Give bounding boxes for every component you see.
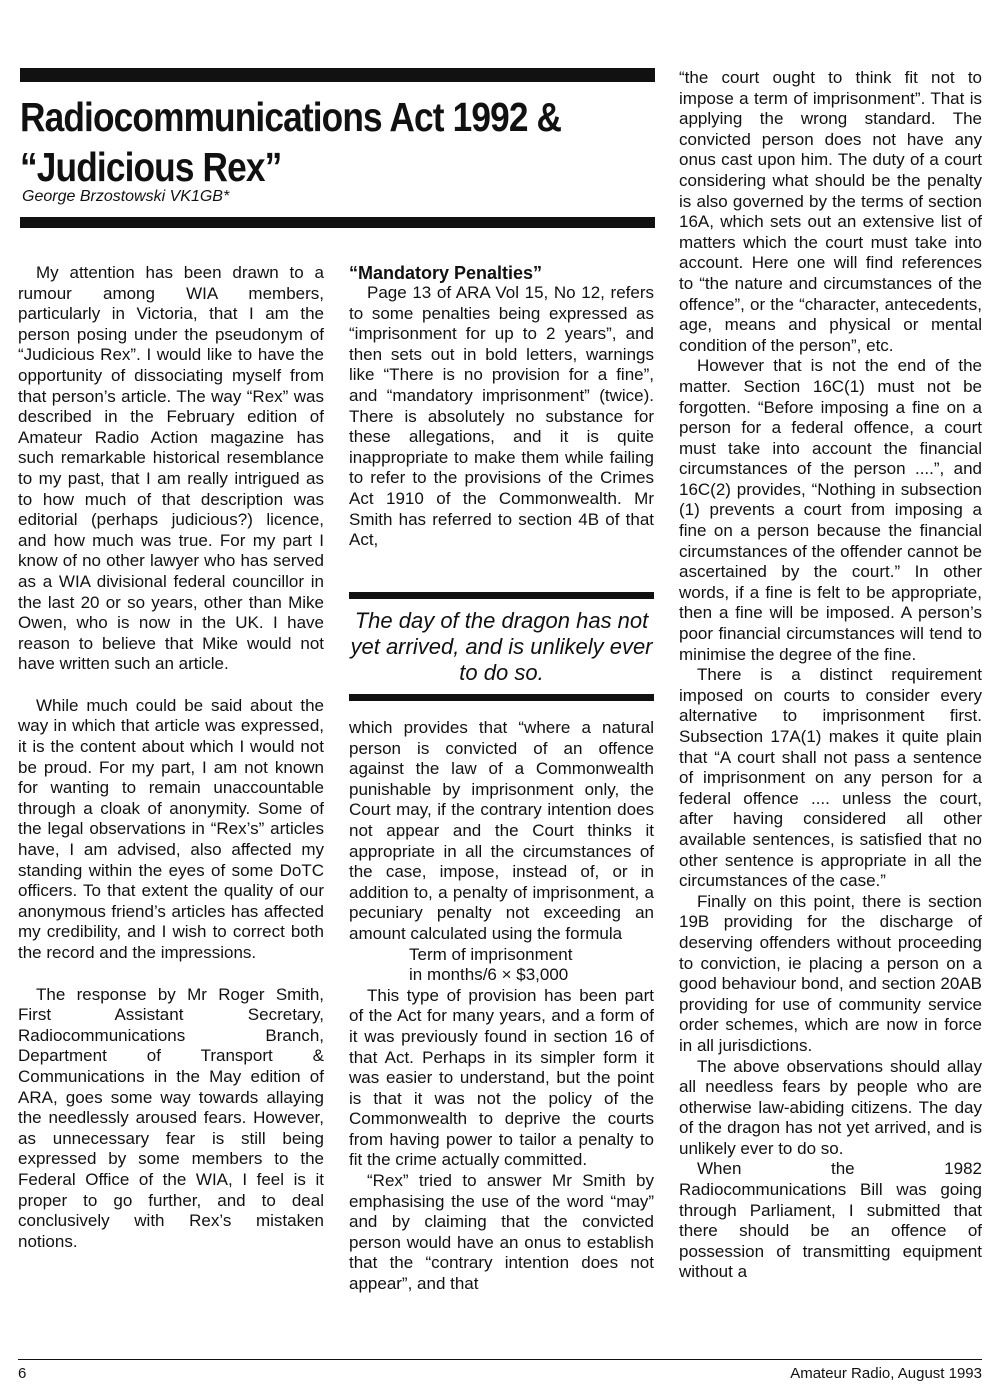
pull-quote: The day of the dragon has not yet arrived, and is unlikely ever to do so. (350, 608, 653, 685)
paragraph: My attention has been drawn to a rumour among WIA members, particularly in Victoria, that I am the person posing under the pseudonym of “Judicious Rex”. I would like to have the opportunity of dissociating myself from that person’s article. The way “Rex” was described in the February edition of Amateur Radio Action magazine has such remarkable historical resemblance to my past, that I am really intrigued as to how much of that description was editorial (perhaps judicious?) licence, and how much was true. For my part I know of no other lawyer who has served as a WIA divisional federal councillor in the last 20 or so years, other than Mike Owen, who is now in the UK. I have reason to believe that Mike would not have written such an article. (18, 263, 324, 674)
formula-line: in months/6 × $3,000 (409, 965, 569, 985)
paragraph: “the court ought to think fit not to impose a term of imprisonment”. That is applying the wrong standard. The convicted person does not have any onus cast upon him. The duty of a court considering what should be the penalty is also governed by the terms of section 16A, which sets out an extensive list of matters which the court must take into account. Here one will find references to “the nature and circumstances of the offence”, or the “character, antecedents, age, means and physical or mental condition of the person”, etc. (679, 68, 982, 355)
paragraph: “Rex” tried to answer Mr Smith by emphasising the use of the word “may” and by claiming that the convicted person would have an onus to establish that the “contrary intention does not appear”, and that (349, 1171, 654, 1294)
paragraph: However that is not the end of the matter. Section 16C(1) must not be forgotten. “Before imposing a fine on a person for a federal offence, a court must take into account the financial circumstances of the person ....”, and 16C(2) provides, “Nothing in subsection (1) prevents a court from imposing a fine on a person because the financial circumstances of the offender cannot be ascertained by the court.” In other words, if a fine is felt to be appropriate, then a fine will be imposed. A person’s poor financial circumstances will tend to minimise the degree of the fine. (679, 356, 982, 664)
paragraph: which provides that “where a natural person is convicted of an offence against the law of a Commonwealth punishable by imprisonment only, the Court may, if the contrary intention does not appear and the Court thinks it appropriate in all the circumstances of the case, impose, instead of, or in addition to, a penalty of imprisonment, a pecuniary penalty not exceeding an amount calculated using the formula (349, 718, 654, 943)
paragraph: While much could be said about the way in which that article was expressed, it is the content about which I would not be proud. For my part, I am not known for wanting to remain unaccountable through a cloak of anonymity. Some of the legal observations in “Rex’s” articles have, I am advised, also affected my standing within the eyes of some DoTC officers. To that extent the quality of our anonymous friend’s articles has affected my credibility, and I wish to correct both the record and the impressions. (18, 695, 324, 962)
pull-quote-top-rule (349, 592, 654, 599)
page-number: 6 (18, 1365, 27, 1382)
formula-line: Term of imprisonment (409, 944, 573, 964)
publication-issue: Amateur Radio, August 1993 (790, 1365, 982, 1382)
section-subhead: “Mandatory Penalties” (349, 263, 543, 283)
paragraph: This type of provision has been part of the Act for many years, and a form of it was previously found in section 16 of that Act. Perhaps in its simpler form it was easier to understand, but the point is that it was not the policy of the Commonwealth to deprive the courts from having power to tailor a penalty to fit the crime actually committed. (349, 985, 654, 1170)
top-rule (20, 68, 655, 82)
column-2-top (349, 263, 654, 551)
paragraph: When the 1982 Radiocommunications Bill was going through Parliament, I submitted that there should be an offence of possession of transmitting equipment without a (679, 1159, 982, 1282)
header-rule (20, 217, 655, 228)
footer-rule (18, 1359, 982, 1360)
column-1 (18, 263, 324, 1252)
paragraph: The response by Mr Roger Smith, First Assistant Secretary, Radiocommunications Branch, Department of Transport & Communications in the May edition of ARA, goes some way towards allaying the needlessly aroused fears. However, as unnecessary fear is still being expressed by some members to the Federal Office of the WIA, I feel is it proper to go further, and to deal conclusively with Rex’s mistaken notions. (18, 984, 324, 1251)
author-byline: George Brzostowski VK1GB* (22, 188, 230, 205)
article-title: Radiocommunications Act 1992 & “Judicious Rex” (20, 94, 562, 190)
pull-quote-box (349, 592, 654, 701)
pull-quote-bottom-rule (349, 694, 654, 701)
column-3 (679, 68, 982, 1283)
paragraph: There is a distinct requirement imposed on courts to consider every alternative to imprisonment first. Subsection 17A(1) makes it quite plain that “A court shall not pass a sentence of imprisonment on any person for a federal offence .... unless the court, after having considered all other available sentences, is satisfied that no other sentence is appropriate in all the circumstances of the case.” (679, 665, 982, 891)
paragraph: Page 13 of ARA Vol 15, No 12, refers to some penalties being expressed as “imprisonment for up to 2 years”, and then sets out in bold letters, warnings like “There is no provision for a fine”, and “mandatory imprisonment” (twice). There is absolutely no substance for these allegations, and it is quite inappropriate to make them while failing to refer to the provisions of the Crimes Act 1910 of the Commonwealth. Mr Smith has referred to section 4B of that Act, (349, 283, 654, 550)
paragraph: The above observations should allay all needless fears by people who are otherwise law-abiding citizens. The day of the dragon has not yet arrived, and is unlikely ever to do so. (679, 1056, 982, 1158)
paragraph: Finally on this point, there is section 19B providing for the discharge of deserving offenders without proceeding to conviction, ie placing a person on a good behaviour bond, and section 20AB providing for use of community service order schemes, which are now in force in all jurisdictions. (679, 891, 982, 1055)
column-2-bottom (349, 718, 654, 1295)
